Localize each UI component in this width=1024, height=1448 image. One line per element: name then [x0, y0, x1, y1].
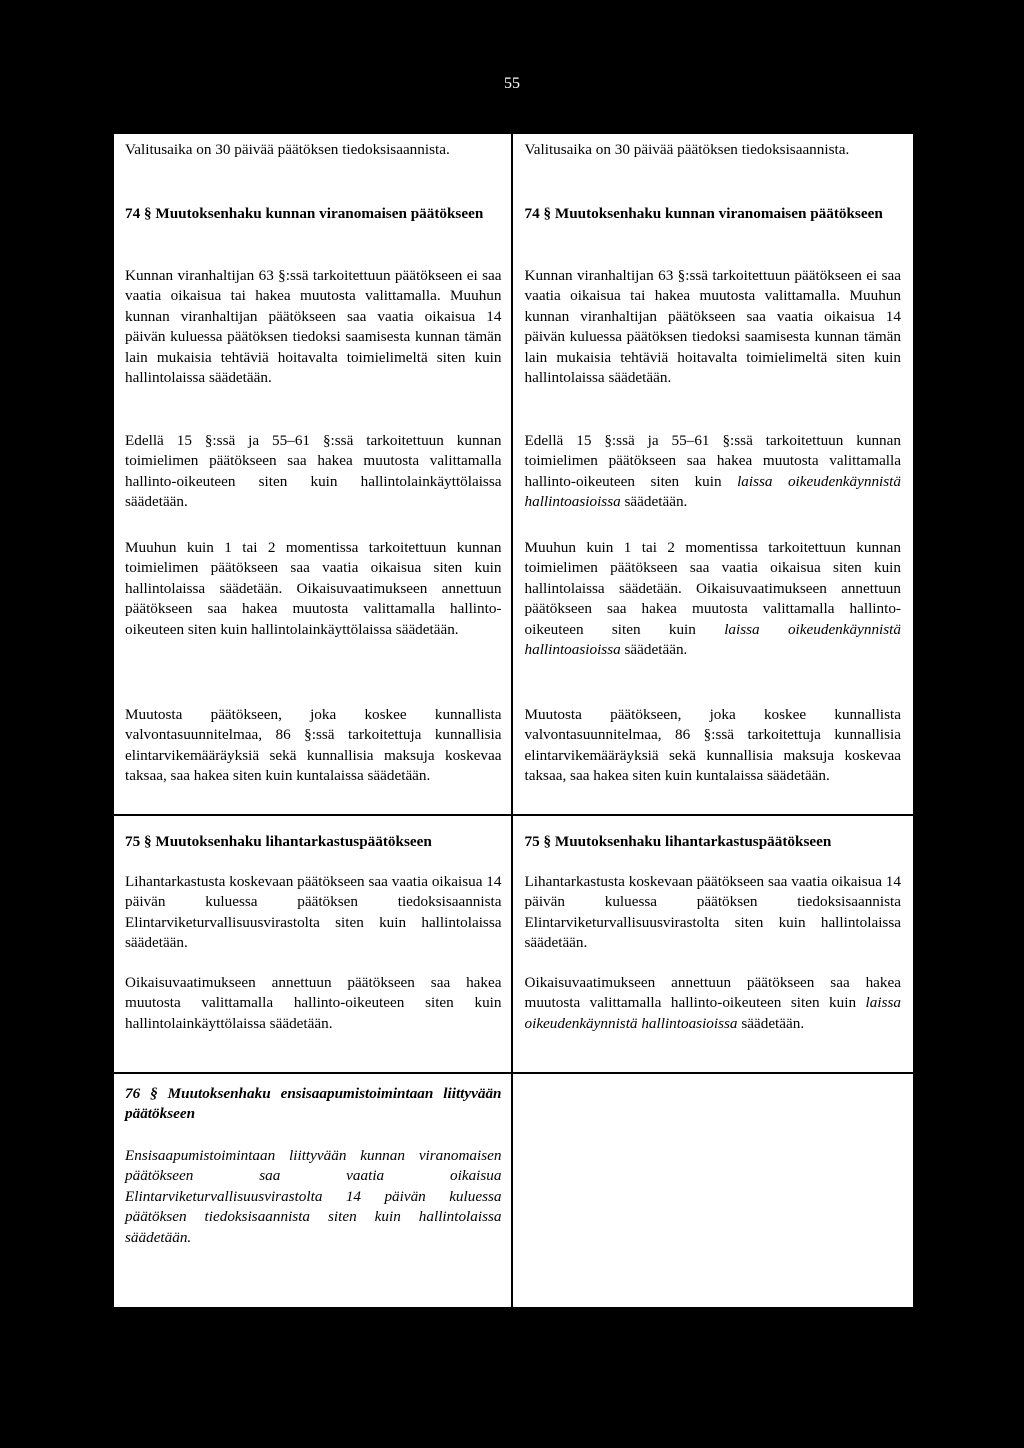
right-paragraph-4: Muutosta päätökseen, joka koskee kunnallista valvontasuunnitelmaa, 86 §:ssä tarkoitettuja kunnallisia elintarvikemääräyksiä sekä kunnallisia maksuja koskevaa taksaa, saa hakea siten kuin kuntalaissa säädetään.: [524, 706, 901, 785]
right-paragraph-6-italic: laissa oikeudenkäynnistä hallintoasioissa: [524, 994, 901, 1032]
right-paragraph-6: Oikaisuvaatimukseen annettuun päätökseen saa hakea muutosta valittamalla hallinto-oikeuteen siten kuin laissa oikeudenkäynnistä hallintoasioissa säädetään.: [524, 974, 901, 1032]
left-paragraph-6: Oikaisuvaatimukseen annettuun päätökseen saa hakea muutosta valittamalla hallinto-oikeuteen siten kuin hallintolainkäyttölaissa säädetään.: [125, 974, 502, 1032]
left-rule-before-75: [114, 814, 511, 816]
left-paragraph-4: Muutosta päätökseen, joka koskee kunnallista valvontasuunnitelmaa, 86 §:ssä tarkoitettuja kunnallisia elintarvikemääräyksiä sekä kunnallisia maksuja koskevaa taksaa, saa hakea siten kuin kuntalaissa säädetään.: [125, 706, 502, 785]
left-paragraph-3: Muuhun kuin 1 tai 2 momentissa tarkoitettuun kunnan toimielimen päätökseen saa vaatia oikaisua siten kuin hallintolaissa säädetään. Oikaisuvaatimukseen annettuun päätökseen saa hakea muutosta valittamalla hallinto-oikeuteen siten kuin hallintolainkäyttölaissa säädetään.: [125, 539, 502, 638]
left-paragraph-1: Kunnan viranhaltijan 63 §:ssä tarkoitettuun päätökseen ei saa vaatia oikaisua tai hakea muutosta valittamalla. Muuhun kunnan viranhaltijan päätökseen saa vaatia oikaisua 14 päivän kuluessa päätöksen tiedoksi saamisesta kunnan tämän lain mukaisia tehtäviä hoitavalta toimielimeltä siten kuin hallintolaissa säädetään.: [125, 267, 502, 387]
left-appeal-period: Valitusaika on 30 päivää päätöksen tiedoksisaannista.: [125, 141, 450, 158]
comparison-table: [113, 133, 914, 1308]
right-paragraph-5: Lihantarkastusta koskevaan päätökseen saa vaatia oikaisua 14 päivän kuluessa päätöksen tiedoksisaannista Elintarviketurvallisuusvirastolta siten kuin hallintolaissa säädetään.: [524, 873, 901, 952]
right-rule-before-75: [511, 814, 913, 816]
right-column: [514, 134, 914, 1307]
left-paragraph-2: Edellä 15 §:ssä ja 55–61 §:ssä tarkoitettuun kunnan toimielimen päätökseen saa hakea muutosta valittamalla hallinto-oikeuteen siten kuin hallintolainkäyttölaissa säädetään.: [125, 432, 502, 511]
left-rule-before-76: [114, 1072, 511, 1074]
left-heading-75: 75 § Muutoksenhaku lihantarkastuspäätökseen: [125, 833, 432, 850]
left-heading-74: 74 § Muutoksenhaku kunnan viranomaisen päätökseen: [125, 205, 484, 222]
right-heading-74: 74 § Muutoksenhaku kunnan viranomaisen päätökseen: [524, 205, 883, 222]
right-appeal-period: Valitusaika on 30 päivää päätöksen tiedoksisaannista.: [524, 141, 850, 158]
left-paragraph-5: Lihantarkastusta koskevaan päätökseen saa vaatia oikaisua 14 päivän kuluessa päätöksen tiedoksisaannista Elintarviketurvallisuusvirastolta siten kuin hallintolaissa säädetään.: [125, 873, 502, 952]
right-rule-before-76: [511, 1072, 913, 1074]
left-paragraph-7: Ensisaapumistoimintaan liittyvään kunnan viranomaisen päätökseen saa vaatia oikaisua Elintarviketurvallisuusvirastolta 14 päivän kuluessa päätöksen tiedoksisaannista siten kuin hallintolaissa säädetään.: [125, 1147, 502, 1246]
page-number: 55: [504, 75, 520, 92]
right-paragraph-3: Muuhun kuin 1 tai 2 momentissa tarkoitettuun kunnan toimielimen päätökseen saa vaatia oikaisua siten kuin hallintolaissa säädetään. Oikaisuvaatimukseen annettuun päätökseen saa hakea muutosta valittamalla hallinto-oikeuteen siten kuin laissa oikeudenkäynnistä hallintoasioissa säädetään.: [524, 539, 901, 659]
right-paragraph-1: Kunnan viranhaltijan 63 §:ssä tarkoitettuun päätökseen ei saa vaatia oikaisua tai hakea muutosta valittamalla. Muuhun kunnan viranhaltijan päätökseen saa vaatia oikaisua 14 päivän kuluessa päätöksen tiedoksi saamisesta kunnan tämän lain mukaisia tehtäviä hoitavalta toimielimeltä siten kuin hallintolaissa säädetään.: [524, 267, 901, 387]
right-paragraph-2: Edellä 15 §:ssä ja 55–61 §:ssä tarkoitettuun kunnan toimielimen päätökseen saa hakea muutosta valittamalla hallinto-oikeuteen siten kuin laissa oikeudenkäynnistä hallintoasioissa säädetään.: [524, 432, 901, 511]
left-column: [114, 134, 514, 1307]
right-heading-75: 75 § Muutoksenhaku lihantarkastuspäätökseen: [524, 833, 832, 850]
right-paragraph-2-italic: laissa oikeudenkäynnistä hallintoasioissa: [524, 472, 901, 511]
left-heading-76: 76 § Muutoksenhaku ensisaapumistoimintaan liittyvään päätökseen: [125, 1085, 502, 1123]
right-paragraph-3-italic: laissa oikeudenkäynnistä hallintoasioissa: [524, 620, 901, 659]
